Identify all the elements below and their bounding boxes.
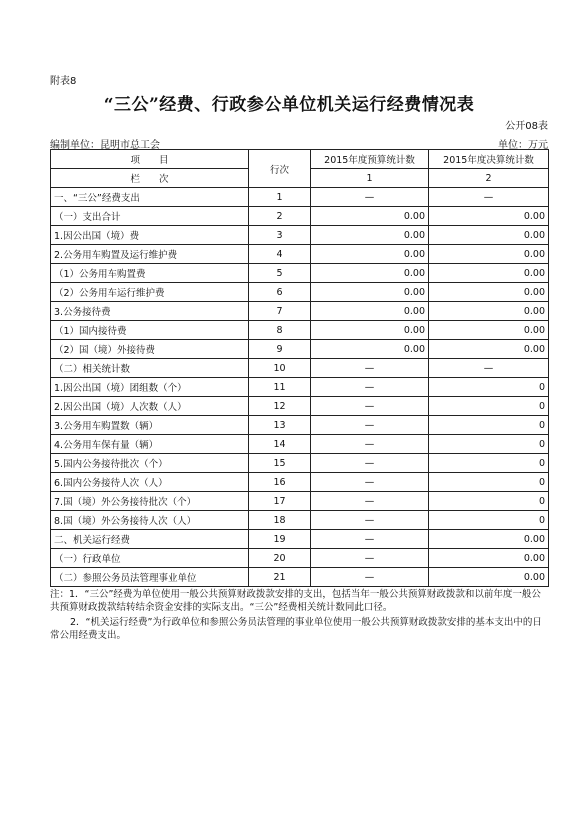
table-row [51, 454, 549, 473]
row-item: （一）行政单位 [51, 549, 249, 568]
row-item: 2.因公出国（境）人次数（人） [51, 397, 249, 416]
row-final: 0 [429, 378, 549, 397]
row-final: 0 [429, 473, 549, 492]
row-item: 二、机关运行经费 [51, 530, 249, 549]
table-row [51, 435, 549, 454]
row-final: 0 [429, 492, 549, 511]
row-final: 0 [429, 397, 549, 416]
table-row [51, 568, 549, 587]
header-row-1 [51, 150, 549, 169]
row-final: 0.00 [429, 264, 549, 283]
row-budget: 0.00 [311, 283, 429, 302]
row-final: — [429, 188, 549, 207]
row-final: 0.00 [429, 549, 549, 568]
row-line-no: 19 [249, 530, 311, 549]
row-line-no: 13 [249, 416, 311, 435]
table-row [51, 321, 549, 340]
row-line-no: 2 [249, 207, 311, 226]
row-budget: 0.00 [311, 321, 429, 340]
table-row [51, 283, 549, 302]
row-budget: — [311, 359, 429, 378]
row-item: （1）公务用车购置费 [51, 264, 249, 283]
row-item: 4.公务用车保有量（辆） [51, 435, 249, 454]
table-row [51, 188, 549, 207]
row-final: 0 [429, 416, 549, 435]
row-budget: — [311, 568, 429, 587]
row-line-no: 9 [249, 340, 311, 359]
expense-table [50, 149, 549, 587]
table-row [51, 530, 549, 549]
row-budget: — [311, 492, 429, 511]
row-budget: — [311, 188, 429, 207]
row-line-no: 21 [249, 568, 311, 587]
row-item: 3.公务接待费 [51, 302, 249, 321]
header-final: 2015年度决算统计数 [429, 150, 549, 169]
row-line-no: 12 [249, 397, 311, 416]
table-row [51, 416, 549, 435]
row-line-no: 3 [249, 226, 311, 245]
row-budget: 0.00 [311, 245, 429, 264]
row-item: 3.公务用车购置数（辆） [51, 416, 249, 435]
table-row [51, 302, 549, 321]
row-item: 1.因公出国（境）团组数（个） [51, 378, 249, 397]
row-line-no: 10 [249, 359, 311, 378]
row-item: 5.国内公务接待批次（个） [51, 454, 249, 473]
row-line-no: 20 [249, 549, 311, 568]
row-item: （1）国内接待费 [51, 321, 249, 340]
table-row [51, 226, 549, 245]
header-budget: 2015年度预算统计数 [311, 150, 429, 169]
table-row [51, 264, 549, 283]
table-code: 公开08表 [505, 121, 548, 132]
row-line-no: 4 [249, 245, 311, 264]
header-column-no: 栏 次 [51, 169, 249, 188]
header-col1: 1 [311, 169, 429, 188]
row-budget: — [311, 416, 429, 435]
attachment-label: 附表8 [50, 76, 77, 87]
row-budget: — [311, 511, 429, 530]
row-line-no: 8 [249, 321, 311, 340]
row-final: — [429, 359, 549, 378]
row-item: （2）公务用车运行维护费 [51, 283, 249, 302]
row-line-no: 6 [249, 283, 311, 302]
row-item: （二）参照公务员法管理事业单位 [51, 568, 249, 587]
row-budget: — [311, 454, 429, 473]
row-budget: 0.00 [311, 226, 429, 245]
table-row [51, 378, 549, 397]
org-label: 编制单位：昆明市总工会 [50, 140, 160, 151]
row-item: （二）相关统计数 [51, 359, 249, 378]
row-budget: — [311, 435, 429, 454]
table-row [51, 397, 549, 416]
table-row [51, 511, 549, 530]
table-row [51, 549, 549, 568]
note-2: 2．“机关运行经费”为行政单位和参照公务员法管理的事业单位使用一般公共预算财政拨款安排的基本支出中的日常公用经费支出。 [50, 617, 542, 641]
row-final: 0.00 [429, 207, 549, 226]
row-budget: 0.00 [311, 302, 429, 321]
table-row [51, 359, 549, 378]
row-final: 0 [429, 435, 549, 454]
table-row [51, 473, 549, 492]
row-line-no: 7 [249, 302, 311, 321]
table-row [51, 492, 549, 511]
row-final: 0.00 [429, 568, 549, 587]
unit-label: 单位：万元 [498, 140, 548, 151]
header-item: 项 目 [51, 150, 249, 169]
row-budget: 0.00 [311, 264, 429, 283]
table-row [51, 340, 549, 359]
row-item: 1.因公出国（境）费 [51, 226, 249, 245]
row-item: 7.国（境）外公务接待批次（个） [51, 492, 249, 511]
row-budget: — [311, 530, 429, 549]
table-row [51, 207, 549, 226]
row-line-no: 1 [249, 188, 311, 207]
row-final: 0.00 [429, 302, 549, 321]
row-item: 一、“三公”经费支出 [51, 188, 249, 207]
row-final: 0.00 [429, 245, 549, 264]
row-budget: 0.00 [311, 340, 429, 359]
row-final: 0.00 [429, 340, 549, 359]
row-final: 0 [429, 454, 549, 473]
row-final: 0.00 [429, 226, 549, 245]
row-final: 0 [429, 511, 549, 530]
row-line-no: 14 [249, 435, 311, 454]
page-title: “三公”经费、行政参公单位机关运行经费情况表 [103, 95, 475, 115]
header-line-no: 行次 [249, 150, 311, 188]
row-line-no: 5 [249, 264, 311, 283]
row-line-no: 18 [249, 511, 311, 530]
row-line-no: 11 [249, 378, 311, 397]
row-budget: — [311, 397, 429, 416]
row-budget: 0.00 [311, 207, 429, 226]
row-line-no: 16 [249, 473, 311, 492]
row-final: 0.00 [429, 321, 549, 340]
row-line-no: 17 [249, 492, 311, 511]
row-item: （一）支出合计 [51, 207, 249, 226]
row-final: 0.00 [429, 283, 549, 302]
header-col2: 2 [429, 169, 549, 188]
row-budget: — [311, 549, 429, 568]
row-item: 2.公务用车购置及运行维护费 [51, 245, 249, 264]
table-row [51, 245, 549, 264]
notes [50, 588, 548, 644]
row-budget: — [311, 473, 429, 492]
row-item: 8.国（境）外公务接待人次（人） [51, 511, 249, 530]
row-item: 6.国内公务接待人次（人） [51, 473, 249, 492]
note-1: 注：1．“三公”经费为单位使用一般公共预算财政拨款安排的支出，包括当年一般公共预算财政拨款和以前年度一般公共预算财政拨款结转结余资金安排的实际支出。“三公”经费相关统计数同此口径。 [50, 589, 541, 613]
row-budget: — [311, 378, 429, 397]
row-line-no: 15 [249, 454, 311, 473]
row-item: （2）国（境）外接待费 [51, 340, 249, 359]
row-final: 0.00 [429, 530, 549, 549]
